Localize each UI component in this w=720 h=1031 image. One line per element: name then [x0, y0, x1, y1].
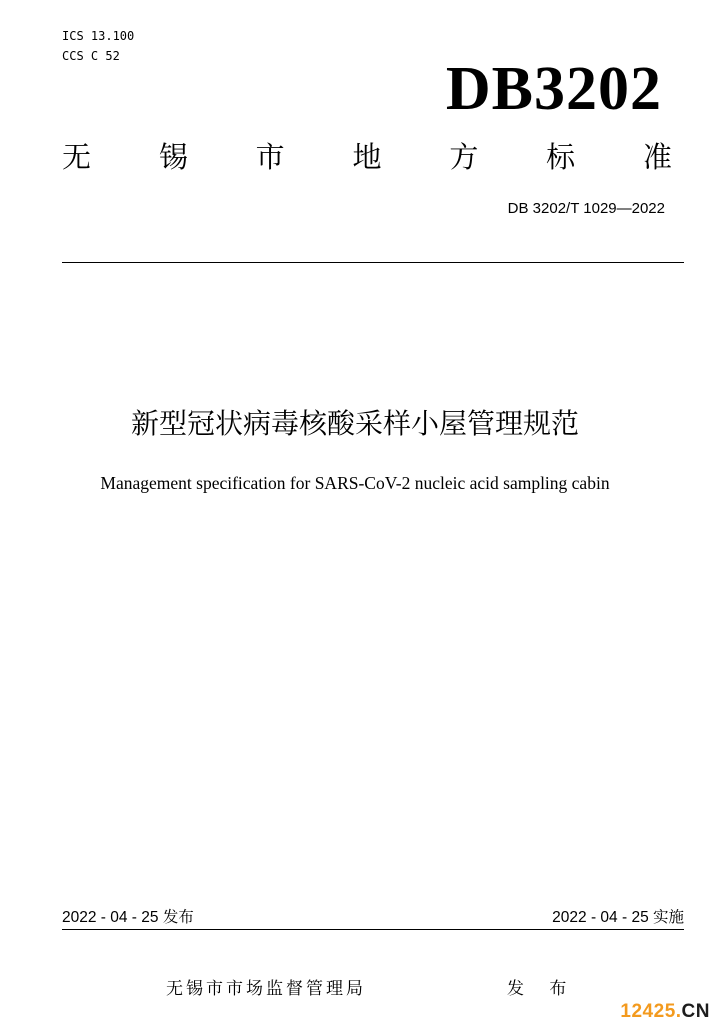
watermark-dot: . [675, 1001, 682, 1022]
standard-kind-char: 方 [449, 140, 479, 174]
standard-kind-char: 地 [352, 140, 382, 174]
implementation-date: 2022 - 04 - 25 实施 [552, 909, 684, 926]
watermark-number: 12425 [620, 1001, 676, 1022]
watermark-domain: CN [681, 1001, 710, 1022]
db-standard-mark: DB3202 [445, 55, 662, 123]
standard-kind-char: 无 [62, 140, 92, 174]
footer-divider [62, 929, 684, 930]
document-title-english: Management specification for SARS-CoV-2 nucleic acid sampling cabin [100, 473, 610, 493]
header-divider [62, 262, 684, 263]
publish-label: 发 布 [507, 979, 577, 999]
standard-kind-char: 市 [255, 140, 285, 174]
issue-date: 2022 - 04 - 25 发布 [62, 909, 194, 926]
ccs-code: CCS C 52 [62, 49, 120, 63]
standard-kind-heading [62, 140, 672, 174]
document-title-chinese: 新型冠状病毒核酸采样小屋管理规范 [130, 407, 579, 440]
standard-kind-char: 锡 [158, 140, 188, 174]
publisher-name: 无锡市市场监督管理局 [166, 979, 366, 999]
standard-number: DB 3202/T 1029—2022 [507, 200, 665, 217]
standard-kind-char: 准 [642, 140, 672, 174]
standard-kind-char: 标 [546, 140, 576, 174]
site-watermark [620, 1000, 710, 1024]
ics-code: ICS 13.100 [62, 29, 135, 43]
